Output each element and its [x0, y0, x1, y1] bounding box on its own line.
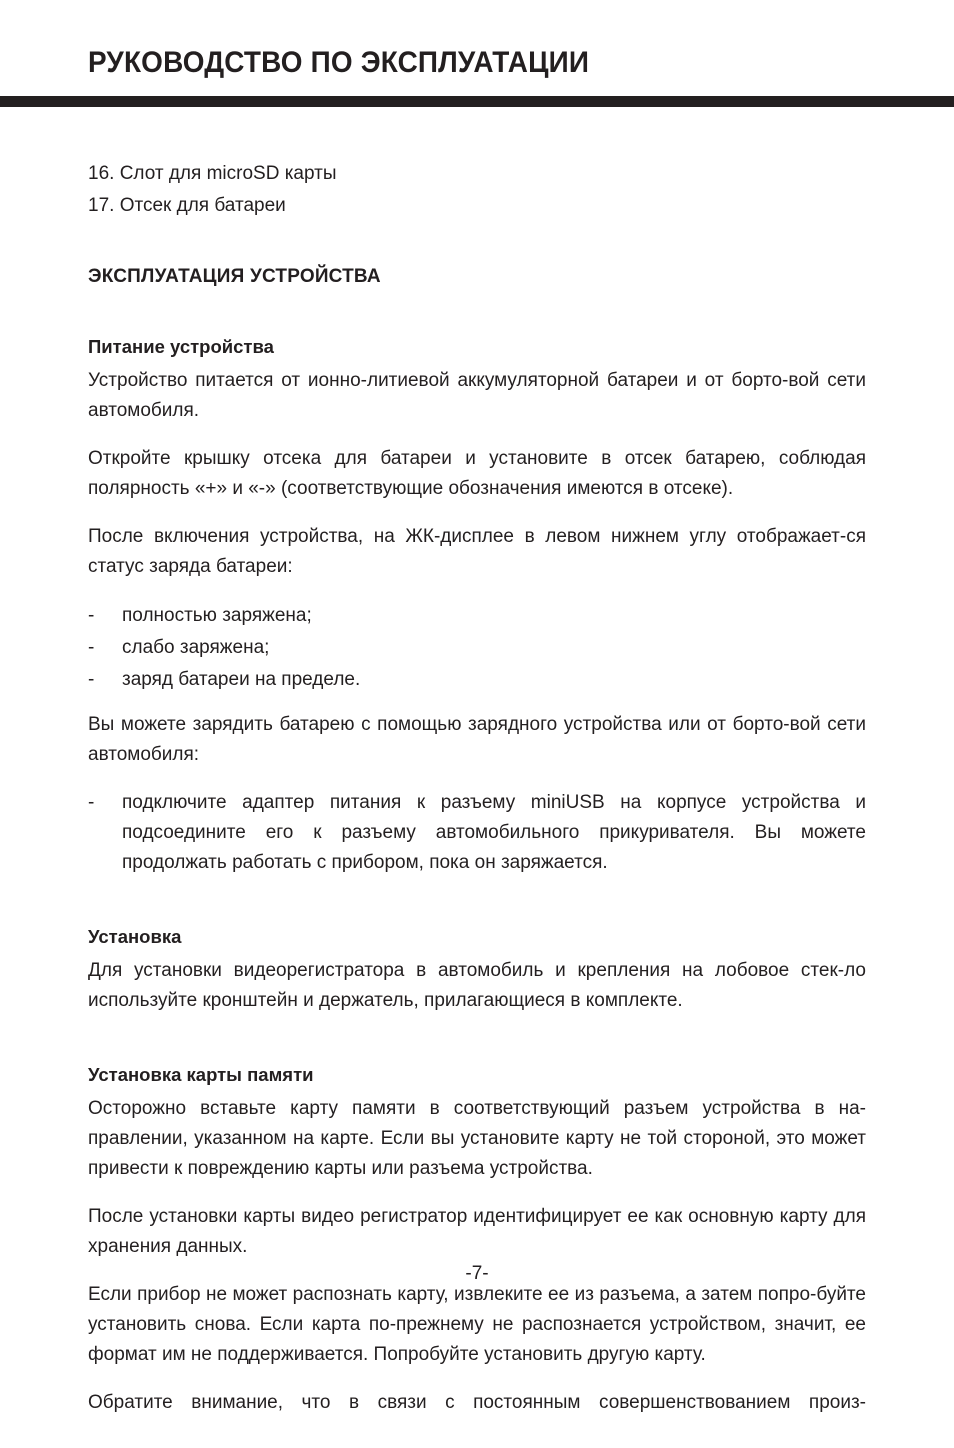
page-footer — [0, 1262, 954, 1286]
paragraph: Для установки видеорегистратора в автомобиль и крепления на лобовое стек-ло используйте кронштейн и держатель, прилагающиеся в комплекте. — [88, 960, 866, 1011]
list-item — [88, 788, 866, 878]
paragraph: После установки карты видео регистратор идентифицирует ее как основную карту для хранения данных. — [88, 1206, 866, 1257]
paragraph: Обратите внимание, что в связи с постоянным совершенствованием произ- — [88, 1392, 866, 1413]
list-item: 17. Отсек для батареи — [88, 195, 286, 216]
paragraph: Осторожно вставьте карту памяти в соответствующий разъем устройства в на-правлении, указанном на карте. Если вы установите карту не той стороной, это может привести к повреждению карты или разъема устройства. — [88, 1098, 866, 1179]
subsection-heading-power: Питание устройства — [88, 336, 274, 357]
header-divider — [0, 96, 954, 107]
dash-bullet-icon: - — [88, 637, 95, 658]
list-item-label: заряд батареи на пределе. — [122, 669, 361, 690]
paragraph: Устройство питается от ионно-литиевой аккумуляторной батареи и от борто-вой сети автомобиля. — [88, 370, 866, 421]
dash-bullet-icon: - — [88, 792, 95, 813]
list-item: 16. Слот для microSD карты — [88, 163, 337, 184]
paragraph: Откройте крышку отсека для батареи и установите в отсек батарею, соблюдая полярность «+» и «-» (соответствующие обозначения имеются в отсеке). — [88, 448, 866, 499]
subsection-heading-installation: Установка — [88, 926, 182, 947]
page-number: -7- — [465, 1263, 489, 1284]
document-content — [88, 158, 866, 1448]
section-heading-operation: ЭКСПЛУАТАЦИЯ УСТРОЙСТВА — [88, 266, 381, 287]
list-item-label: полностью заряжена; — [122, 605, 312, 626]
list-item-label: подключите адаптер питания к разъему miniUSB на корпусе устройства и подсоедините его к разъему автомобильного прикуривателя. Вы можете продолжать работать с прибором, пока он заряжается. — [122, 792, 866, 873]
subsection-heading-memory-card: Установка карты памяти — [88, 1064, 314, 1085]
dash-bullet-icon: - — [88, 605, 95, 626]
battery-status-list — [88, 600, 866, 696]
dash-bullet-icon: - — [88, 669, 95, 690]
list-item — [88, 664, 866, 696]
page-title: РУКОВОДСТВО ПО ЭКСПЛУАТАЦИИ — [88, 46, 590, 79]
charging-instructions-list — [88, 788, 866, 878]
list-item-label: слабо заряжена; — [122, 637, 270, 658]
paragraph: Если прибор не может распознать карту, извлеките ее из разъема, а затем попро-буйте установить снова. Если карта по-прежнему не распознается устройством, значит, ее формат им не поддерживается. Попробуйте установить другую карту. — [88, 1284, 866, 1365]
list-item — [88, 600, 866, 632]
paragraph: После включения устройства, на ЖК-дисплее в левом нижнем углу отображает-ся статус заряда батареи: — [88, 526, 866, 577]
paragraph: Вы можете зарядить батарею с помощью зарядного устройства или от борто-вой сети автомобиля: — [88, 714, 866, 765]
page-header — [0, 0, 954, 108]
list-item — [88, 632, 866, 664]
